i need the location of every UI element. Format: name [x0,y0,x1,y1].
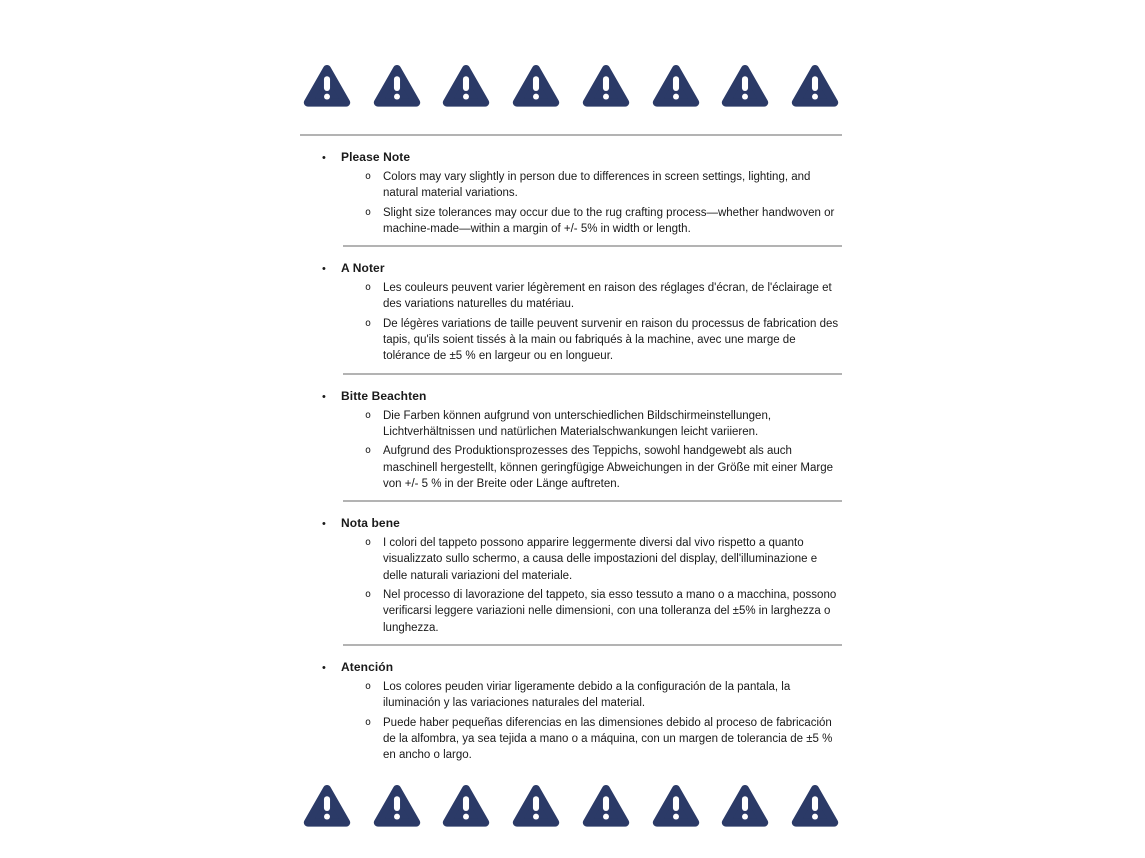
note-text: I colori del tappeto possono apparire leggermente diversi dal vivo rispetto a quanto visualizzato sullo schermo, a causa delle impostazioni del display, dell'illuminazione e delle naturali variazioni del materiale. [383,537,818,582]
note-text: Colors may vary slightly in person due to differences in screen settings, lighting, and natural material variations. [383,171,811,200]
note-text: De légères variations de taille peuvent survenir en raison du processus de fabrication des tapis, qu'ils soient tissés à la main ou fabriqués à la machine, avec une marge de tolérance de ±5 % en largeur ou en longueur. [383,317,839,363]
note-item [300,408,842,441]
warning-triangle-icon [791,780,839,830]
sub-bullet-marker: o [365,716,372,728]
warning-triangle-icon [721,780,769,830]
warning-triangle-icon [442,780,490,830]
section-atencion [300,659,842,763]
warning-triangle-icon [442,60,490,110]
note-text: Aufgrund des Produktionsprozesses des Teppichs, sowohl handgewebt als auch maschinell hergestellt, können geringfügige Abweichungen in der Größe mit einer Marge von +/- 5 % in der Breite oder Länge auftreten. [383,445,834,490]
bullet-marker: • [322,390,326,403]
warning-triangle-icon [582,60,630,110]
note-item [300,443,842,492]
note-text: Slight size tolerances may occur due to the rug crafting process—whether handwoven or machine-made—within a margin of +/- 5% in width or length. [383,206,835,235]
warning-triangle-icon [512,780,560,830]
warning-banner-bottom [300,780,842,830]
warning-triangle-icon [303,60,351,110]
bullet-marker: • [322,152,326,164]
section-a-noter [300,260,842,374]
section-divider [343,644,842,646]
warning-triangle-icon [512,60,560,110]
sub-bullet-marker: o [365,445,372,457]
note-text: Nel processo di lavorazione del tappeto, sia esso tessuto a mano o a macchina, possono verificarsi leggere variazioni nelle dimensioni, con una tolleranza del ±5% in larghezza o lunghezza. [383,589,837,634]
section-heading-row [300,659,842,675]
warning-triangle-icon [652,60,700,110]
warning-triangle-icon [652,780,700,830]
note-text: Les couleurs peuvent varier légèrement en raison des réglages d'écran, de l'éclairage et des variations naturelles du matériau. [383,282,832,311]
section-nota-bene [300,515,842,646]
note-text: Los colores peuden viriar ligeramente debido a la configuración de la pantala, la iluminación y las variaciones naturales del material. [383,680,791,710]
note-item [300,316,842,365]
sub-bullet-marker: o [365,317,372,329]
section-heading-row [300,515,842,531]
sub-bullet-marker: o [365,409,372,421]
warning-triangle-icon [373,780,421,830]
sub-bullet-marker: o [365,206,372,218]
section-divider [343,245,842,247]
notes-document [300,60,842,830]
section-please-note [300,149,842,247]
note-item [300,205,842,238]
warning-triangle-icon [303,780,351,830]
note-item [300,679,842,712]
bullet-marker: • [322,263,326,276]
note-item [300,587,842,636]
bullet-marker: • [322,661,326,674]
note-item [300,280,842,313]
section-bitte-beachten [300,388,842,502]
section-heading: Atención [341,659,394,674]
note-text: Die Farben können aufgrund von unterschiedlichen Bildschirmeinstellungen, Lichtverhältnissen und natürlichen Materialschwankungen leicht variieren. [383,409,772,438]
top-divider [300,134,842,136]
warning-triangle-icon [721,60,769,110]
section-heading-row [300,388,842,404]
warning-triangle-icon [791,60,839,110]
warning-banner-top [300,60,842,110]
note-item [300,169,842,202]
note-text: Puede haber pequeñas diferencias en las dimensiones debido al proceso de fabricación de la alfombra, ya sea tejida a mano o a máquina, con un margen de tolerancia de ±5 % en ancho o largo. [383,716,833,762]
section-heading-row [300,260,842,276]
section-heading: Bitte Beachten [341,388,427,403]
note-item [300,715,842,764]
section-heading: Please Note [341,150,411,164]
section-heading: Nota bene [341,516,400,531]
warning-triangle-icon [373,60,421,110]
sub-bullet-marker: o [365,171,372,182]
section-divider [343,373,842,375]
sub-bullet-marker: o [365,537,372,549]
sub-bullet-marker: o [365,589,372,601]
section-heading: A Noter [341,261,385,276]
sub-bullet-marker: o [365,282,372,294]
section-heading-row [300,149,842,165]
warning-triangle-icon [582,780,630,830]
sub-bullet-marker: o [365,680,372,692]
note-item [300,535,842,584]
section-divider [343,500,842,502]
bullet-marker: • [322,518,326,531]
